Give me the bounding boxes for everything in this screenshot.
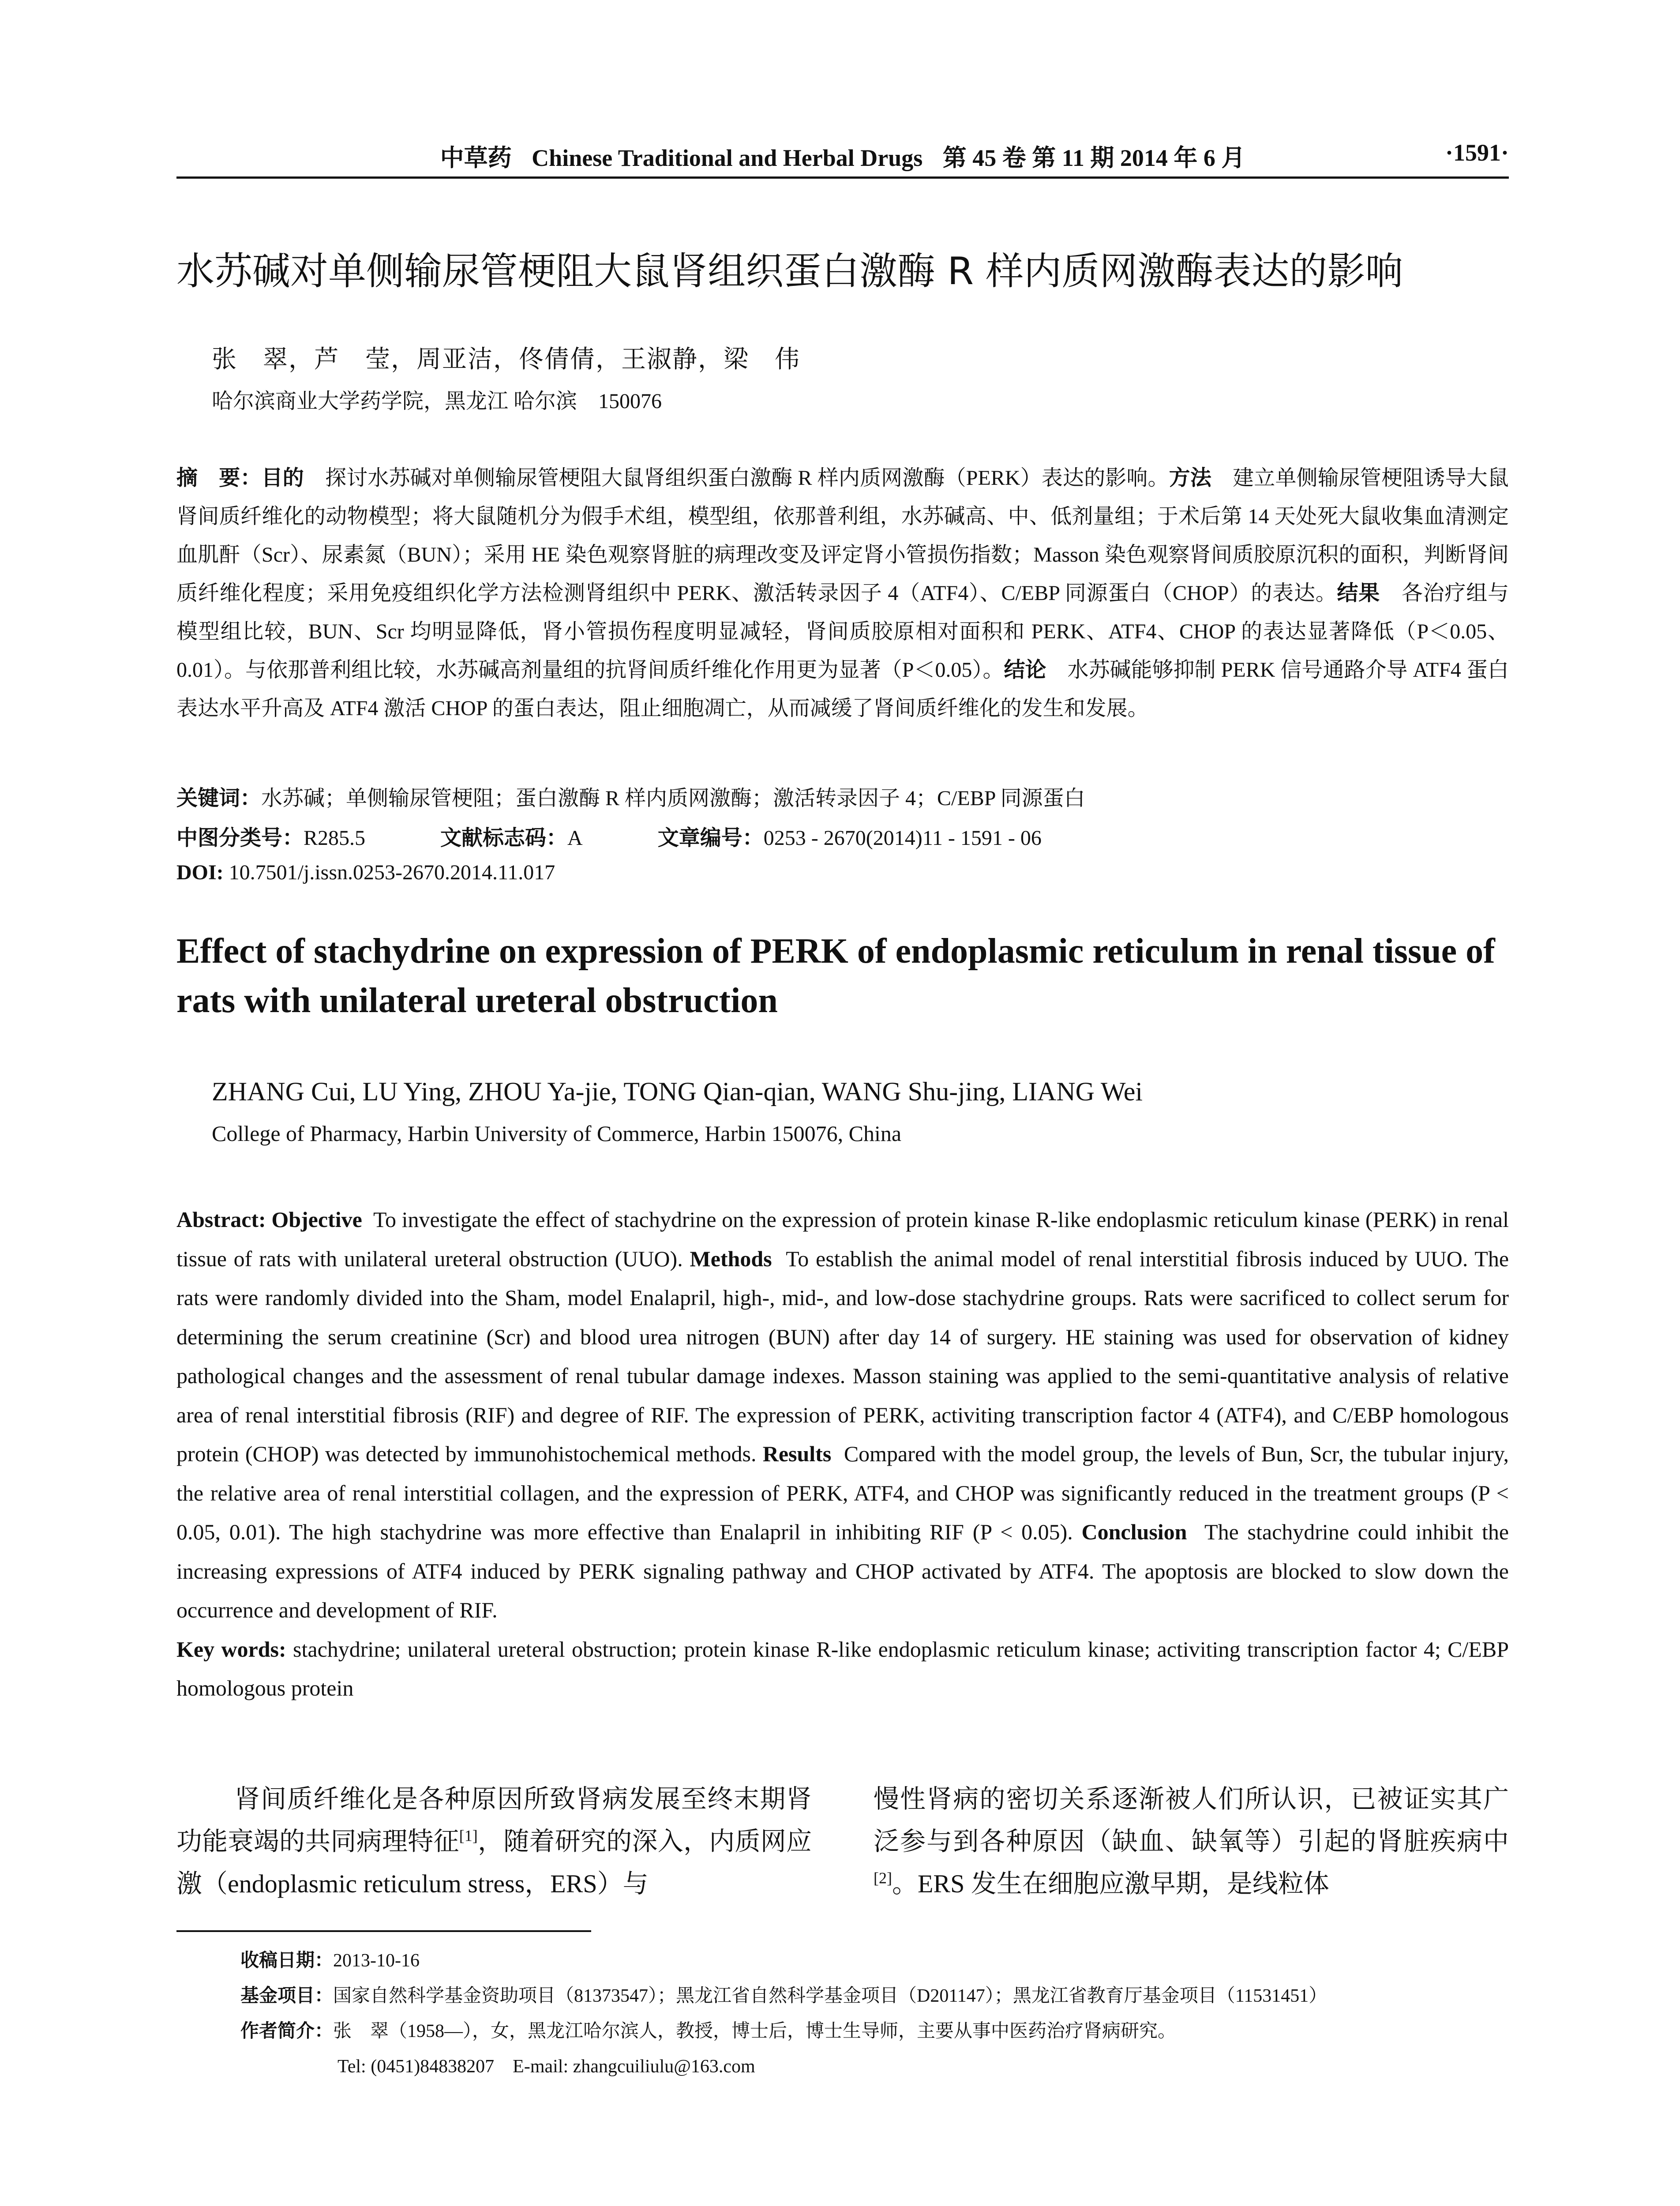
received-label: 收稿日期： <box>240 1949 334 1971</box>
en-abstract <box>176 1200 1509 1708</box>
footnote-author <box>240 2016 1520 2043</box>
doi-line <box>176 860 1509 885</box>
en-objective-text: To investigate the effect of stachydrine on the expression of protein kinase R-like endoplasmic reticulum kinase (PERK) in renal tissue of rats with unilateral ureteral obstruction (UUO). <box>176 1207 1509 1271</box>
cn-keywords-text: 水苏碱；单侧输尿管梗阻；蛋白激酶 R 样内质网激酶；激活转录因子 4；C/EBP 同源蛋白 <box>261 787 1085 810</box>
article-id-value: 0253 - 2670(2014)11 - 1591 - 06 <box>763 826 1042 850</box>
cn-objective-text: 探讨水苏碱对单侧输尿管梗阻大鼠肾组织蛋白激酶 R 样内质网激酶（PERK）表达的影响。 <box>325 466 1169 490</box>
clc-value: R285.5 <box>304 826 366 850</box>
en-conclusion-label: Conclusion <box>1081 1519 1187 1544</box>
cn-keywords <box>176 781 1509 811</box>
en-methods-text: To establish the animal model of renal interstitial fibrosis induced by UUO. The rats were randomly divided into the Sham, model Enalapril, high-, mid-, and low-dose stachydrine groups. Rats were sacrificed to collect serum for determining the serum creatinine (Scr) and blood urea nitrogen (BUN) after day 14 of surgery. HE staining was used for observation of kidney pathological changes and the assessment of renal tubular damage indexes. Masson staining was applied to the semi-quantitative analysis of relative area of renal interstitial fibrosis (RIF) and degree of RIF. The expression of PERK, activiting transcription factor 4 (ATF4), and C/EBP homologous protein (CHOP) was detected by immunohistochemical methods. <box>176 1246 1509 1466</box>
author-bio-label: 作者简介： <box>240 2020 334 2041</box>
doi-value: 10.7501/j.issn.0253-2670.2014.11.017 <box>229 861 555 884</box>
body-column-right <box>874 1778 1509 1905</box>
en-authors: ZHANG Cui, LU Ying, ZHOU Ya-jie, TONG Qian-qian, WANG Shu-jing, LIANG Wei <box>212 1077 1143 1106</box>
en-affiliation: College of Pharmacy, Harbin University of Commerce, Harbin 150076, China <box>212 1121 902 1146</box>
journal-issue: 第 45 卷 第 11 期 2014 年 6 月 <box>942 145 1245 171</box>
fund-label: 基金项目： <box>240 1985 334 2006</box>
en-objective-label: Objective <box>271 1207 362 1232</box>
cn-abstract-label: 摘 要： <box>176 465 262 490</box>
citation-2[interactable]: [2] <box>874 1869 892 1887</box>
cn-conclusion-label: 结论 <box>1004 657 1046 682</box>
cn-results-label: 结果 <box>1337 581 1380 605</box>
author-bio-text: 张 翠（1958—），女，黑龙江哈尔滨人，教授，博士后，博士生导师，主要从事中医药治疗肾病研究。 <box>333 2021 1177 2041</box>
en-conclusion-text: The stachydrine could inhibit the increasing expressions of ATF4 induced by PERK signaling pathway and CHOP activated by ATF4. The apoptosis are blocked to slow down the occurrence and development of RIF. <box>176 1519 1509 1622</box>
header-center <box>176 139 1509 173</box>
cn-authors: 张 翠，芦 莹，周亚洁，佟倩倩，王淑静，梁 伟 <box>212 346 800 373</box>
footnote-contact <box>338 2052 1485 2078</box>
en-methods-label: Methods <box>690 1246 772 1271</box>
en-abstract-label: Abstract: <box>176 1207 266 1232</box>
footnote-rule <box>176 1930 591 1932</box>
contact-text: Tel: (0451)84838207 E-mail: zhangcuiliulu@163.com <box>338 2056 755 2077</box>
footnote-fund <box>240 1981 1520 2007</box>
cn-methods-label: 方法 <box>1169 465 1211 490</box>
clc-label: 中图分类号： <box>176 825 304 850</box>
cn-objective-label: 目的 <box>261 465 304 490</box>
cn-methods-text: 建立单侧输尿管梗阻诱导大鼠肾间质纤维化的动物模型；将大鼠随机分为假手术组，模型组，依那普利组，水苏碱高、中、低剂量组；于术后第 14 天处死大鼠收集血清测定血肌酐（Scr）、尿素氮（BUN）；采用 HE 染色观察肾脏的病理改变及评定肾小管损伤指数；Masson 染色观察肾间质胶原沉积的面积，判断肾间质纤维化程度；采用免疫组织化学方法检测肾组织中 PERK、激活转录因子 4（ATF4）、C/EBP 同源蛋白（CHOP）的表达。 <box>176 466 1509 605</box>
cn-title: 水苏碱对单侧输尿管梗阻大鼠肾组织蛋白激酶 R 样内质网激酶表达的影响 <box>176 249 1403 293</box>
cn-affiliation: 哈尔滨商业大学药学院，黑龙江 哈尔滨 150076 <box>212 390 662 413</box>
en-results-label: Results <box>762 1441 832 1466</box>
received-date: 2013-10-16 <box>333 1951 420 1971</box>
cn-conclusion-text: 水苏碱能够抑制 PERK 信号通路介导 ATF4 蛋白表达水平升高及 ATF4 激活 CHOP 的蛋白表达，阻止细胞凋亡，从而减缓了肾间质纤维化的发生和发展。 <box>176 658 1509 720</box>
article-id-label: 文章编号： <box>657 825 764 850</box>
en-keywords-text: stachydrine; unilateral ureteral obstruction; protein kinase R-like endoplasmic reticulum kinase; activiting transcription factor 4; C/EBP homologous protein <box>176 1636 1509 1700</box>
doc-code-value: A <box>567 826 583 850</box>
cn-keywords-label: 关键词： <box>176 786 262 810</box>
body-right-text-2: 。ERS 发生在细胞应激早期，是线粒体 <box>892 1869 1329 1898</box>
body-column-left <box>176 1778 812 1905</box>
doc-code-label: 文献标志码： <box>440 825 568 850</box>
body-left-text-2: ，随着研究的深入，内质网应激（endoplasmic reticulum stress，ERS）与 <box>176 1827 812 1898</box>
cn-results-text: 各治疗组与模型组比较，BUN、Scr 均明显降低，肾小管损伤程度明显减轻，肾间质胶原相对面积和 PERK、ATF4、CHOP 的表达显著降低（P＜0.05、0.01）。与依那普利组比较，水苏碱高剂量组的抗肾间质纤维化作用更为显著（P＜0.05）。 <box>176 582 1509 682</box>
page-number: ·1591· <box>1445 139 1509 166</box>
body-left-text-1: 肾间质纤维化是各种原因所致肾病发展至终末期肾功能衰竭的共同病理特征 <box>176 1785 812 1856</box>
body-right-text-1: 慢性肾病的密切关系逐渐被人们所认识，已被证实其广泛参与到各种原因（缺血、缺氧等）引起的肾脏疾病中 <box>874 1785 1509 1856</box>
cn-abstract <box>176 459 1509 728</box>
doi-label: DOI: <box>176 861 224 884</box>
en-title: Effect of stachydrine on expression of PERK of endoplasmic reticulum in renal tissue of rats with unilateral ureteral obstruction <box>176 932 1495 1020</box>
cn-classification <box>176 821 1509 851</box>
header-rule <box>176 176 1509 179</box>
running-header <box>176 139 1509 174</box>
journal-name-en: Chinese Traditional and Herbal Drugs <box>532 145 923 171</box>
citation-1[interactable]: [1] <box>459 1827 478 1845</box>
journal-name-cn: 中草药 <box>440 144 512 172</box>
fund-text: 国家自然科学基金资助项目（81373547）；黑龙江省自然科学基金项目（D201147）；黑龙江省教育厅基金项目（11531451） <box>333 1986 1328 2006</box>
en-keywords-label: Key words: <box>176 1636 286 1662</box>
en-results-text: Compared with the model group, the levels of Bun, Scr, the tubular injury, the relative area of renal interstitial collagen, and the expression of PERK, ATF4, and CHOP was significantly reduced in the treatment groups (P < 0.05, 0.01). The high stachydrine was more effective than Enalapril in inhibiting RIF (P < 0.05). <box>176 1441 1509 1544</box>
footnote-received <box>240 1946 1520 1972</box>
